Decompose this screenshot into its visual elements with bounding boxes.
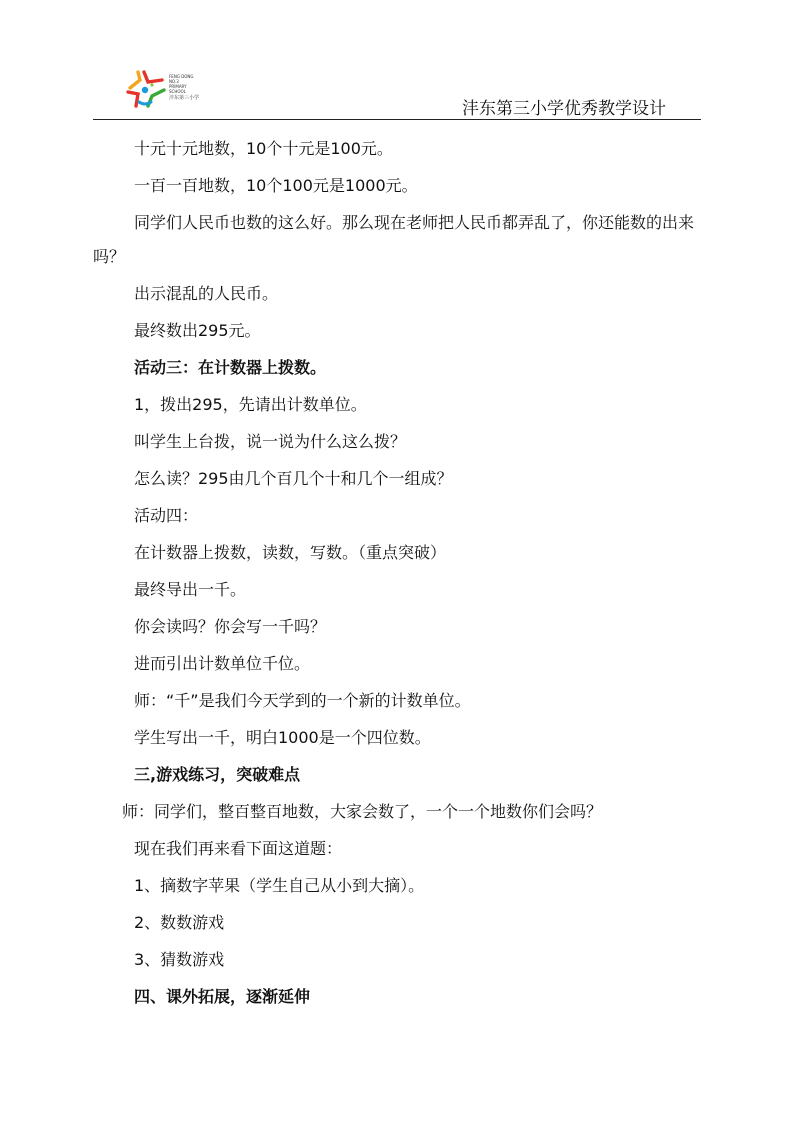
section-heading: 四、课外拓展，逐渐延伸 — [134, 987, 311, 1006]
header-divider — [93, 119, 701, 120]
paragraph: 最终导出一千。 — [134, 580, 247, 599]
paragraph: 3、猜数游戏 — [134, 950, 225, 969]
paragraph: 现在我们再来看下面这道题： — [134, 839, 343, 858]
paragraph: 在计数器上拨数，读数，写数。（重点突破） — [134, 543, 447, 562]
logo-text-line: SCHOOL — [169, 89, 186, 94]
school-logo — [124, 70, 224, 110]
paragraph: 活动四： — [134, 506, 199, 525]
paragraph: 1、摘数字苹果（学生自己从小到大摘）。 — [134, 876, 425, 895]
paragraph: 你会读吗？你会写一千吗？ — [134, 617, 327, 636]
paragraph: 1，拨出295，先请出计数单位。 — [134, 395, 367, 414]
star-logo-icon — [124, 70, 168, 110]
section-heading: 活动三：在计数器上拨数。 — [134, 358, 327, 377]
document-body — [93, 130, 699, 1015]
paragraph: 怎么读？295由几个百几个十和几个一组成？ — [134, 469, 453, 488]
paragraph: 十元十元地数，10个十元是100元。 — [134, 139, 393, 158]
paragraph: 最终数出295元。 — [134, 321, 261, 340]
paragraph: 学生写出一千，明白1000是一个四位数。 — [134, 728, 431, 747]
paragraph: 2、数数游戏 — [134, 913, 225, 932]
paragraph: 出示混乱的人民币。 — [134, 284, 279, 303]
logo-text-line: PRIMARY — [169, 84, 187, 89]
paragraph: 同学们人民币也数的这么好。那么现在老师把人民币都弄乱了，你还能数的出来吗？ — [93, 213, 695, 266]
paragraph: 师：同学们，整百整百地数，大家会数了，一个一个地数你们会吗？ — [122, 802, 603, 821]
logo-text-line: FENG DONG — [169, 74, 194, 79]
paragraph: 一百一百地数，10个100元是1000元。 — [134, 176, 418, 195]
paragraph: 师：“千”是我们今天学到的一个新的计数单位。 — [134, 691, 471, 710]
logo-text-cn: 沣东第三小学 — [169, 95, 200, 101]
paragraph: 进而引出计数单位千位。 — [134, 654, 311, 673]
header-title: 沣东第三小学优秀教学设计 — [462, 99, 666, 119]
page-header — [0, 0, 794, 122]
section-heading: 三,游戏练习，突破难点 — [134, 765, 301, 784]
logo-text-line: NO.3 — [169, 79, 179, 84]
logo-text — [169, 74, 199, 101]
paragraph: 叫学生上台拨，说一说为什么这么拨？ — [134, 432, 407, 451]
